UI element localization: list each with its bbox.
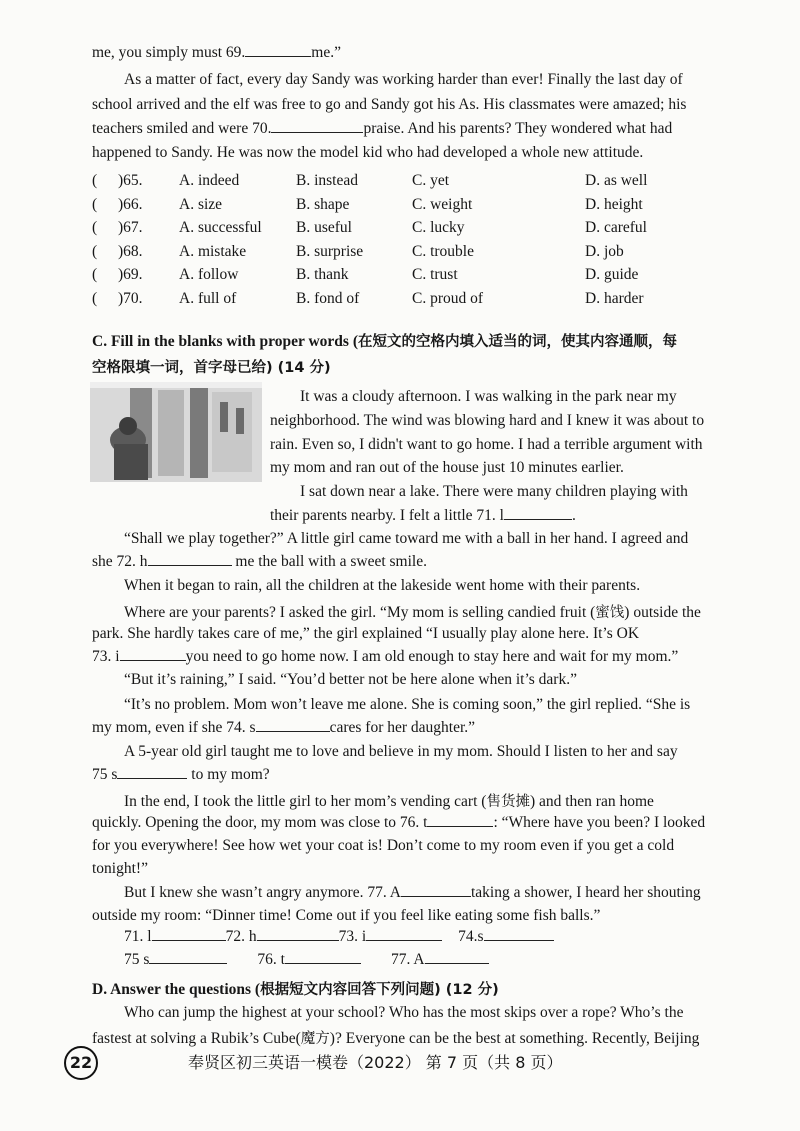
answer-blank-77[interactable] [425,951,489,964]
story-line: my mom, even if she 74. s cares for her daughter.” [92,719,476,736]
answer-paren: ( [92,172,98,189]
text-line: school arrived and the elf was free to go and Sandy got his As. His classmates were amazed; his [92,96,687,113]
story-line: “It’s no problem. Mom won’t leave me alone. She is coming soon,” the girl replied. “She is [124,696,691,713]
option-a: A. follow [179,266,239,284]
question-number: )66. [118,195,143,213]
question-number: )69. [118,266,143,284]
blank-76 [427,814,493,827]
option-a: A. successful [179,219,262,237]
option-row [92,266,732,288]
answer-line-1: 71. l 72. h 73. i 74.s [124,928,554,946]
blank-71 [504,507,572,520]
blank-72 [148,553,232,566]
blank-75 [117,766,187,779]
section-d-line: Who can jump the highest at your school? Who has the most skips over a rope? Who’s the [124,1004,684,1021]
option-b: B. useful [296,219,352,237]
answer-blank-73[interactable] [366,928,442,941]
section-c-title-line2: 空格限填一词，首字母已给) (14 分) [92,360,331,376]
story-line: I sat down near a lake. There were many children playing with [300,483,688,500]
answer-blank-76[interactable] [285,951,361,964]
story-line: neighborhood. The wind was blowing hard and I knew it was about to [270,412,705,429]
option-c: C. trust [412,266,458,284]
story-line: A 5-year old girl taught me to love and believe in my mom. Should I listen to her and say [124,743,678,760]
story-photo [90,382,262,482]
section-d-title: D. Answer the questions (根据短文内容回答下列问题) (12 分) [92,981,499,998]
option-a: A. full of [179,290,237,307]
option-d: D. harder [585,290,644,307]
answer-paren: ( [92,219,98,237]
answer-blank-75[interactable] [149,951,227,964]
story-line: their parents nearby. I felt a little 71. l . [270,507,576,524]
option-b: B. thank [296,266,349,284]
story-line: “Shall we play together?” A little girl came toward me with a ball in her hand. I agreed and [124,530,689,547]
option-c: C. trouble [412,242,474,260]
story-line: 75 s to my mom? [92,766,270,783]
answer-blank-74[interactable] [484,928,554,941]
story-line: It was a cloudy afternoon. I was walking in the park near my [300,388,677,405]
option-d: D. guide [585,266,639,284]
answer-paren: ( [92,290,98,307]
option-d: D. job [585,242,624,260]
text-line: happened to Sandy. He was now the model kid who had developed a whole new attitude. [92,144,644,161]
text-line: me, you simply must 69. me.” [92,44,341,61]
answer-blank-71[interactable] [152,928,226,941]
option-d: D. as well [585,172,648,189]
option-row [92,172,732,194]
option-c: C. lucky [412,219,465,237]
option-b: B. fond of [296,290,360,307]
question-number: )70. [118,290,143,307]
story-line: 73. i you need to go home now. I am old enough to stay here and wait for my mom.” [92,648,679,665]
text-line: teachers smiled and were 70. praise. And his parents? They wondered what had [92,120,673,137]
section-d-line: fastest at solving a Rubik’s Cube(魔方)? Everyone can be the best at something. Recently, Beijing [92,1030,700,1047]
page-footer: 奉贤区初三英语一模卷（2022） 第 7 页（共 8 页） [188,1053,563,1072]
page-badge: 22 [64,1046,98,1080]
option-row [92,219,732,241]
option-b: B. surprise [296,242,364,260]
option-a: A. indeed [179,172,240,189]
question-number: )67. [118,219,143,237]
option-d: D. careful [585,219,647,237]
story-line: quickly. Opening the door, my mom was close to 76. t : “Where have you been? I looked [92,814,706,831]
option-row [92,243,732,265]
story-line: “But it’s raining,” I said. “You’d better not be here alone when it’s dark.” [124,671,577,688]
answer-paren: ( [92,266,98,284]
option-row [92,290,732,312]
story-line: she 72. h me the ball with a sweet smile. [92,553,427,570]
story-line: But I knew she wasn’t angry anymore. 77. A taking a shower, I heard her shouting [124,884,701,901]
blank-73 [120,648,186,661]
story-line: outside my room: “Dinner time! Come out if you feel like eating some fish balls.” [92,907,601,924]
story-line: rain. Even so, I didn't want to go home. I had a terrible argument with [270,436,703,453]
option-a: A. size [179,195,223,213]
answer-paren: ( [92,195,98,213]
option-c: C. weight [412,195,473,213]
option-c: C. yet [412,172,450,189]
answer-paren: ( [92,242,98,260]
story-line: my mom and ran out of the house just 10 minutes earlier. [270,459,624,476]
question-number: )68. [118,242,143,260]
story-line: park. She hardly takes care of me,” the girl explained “I usually play alone here. It’s OK [92,625,640,642]
story-line: tonight!” [92,860,148,877]
question-number: )65. [118,172,143,189]
story-line: Where are your parents? I asked the girl. “My mom is selling candied fruit (蜜饯) outside the [124,604,701,621]
option-b: B. instead [296,172,358,189]
answer-line-2: 75 s 76. t 77. A [124,951,489,969]
text-line: As a matter of fact, every day Sandy was working harder than ever! Finally the last day of [124,71,683,88]
option-d: D. height [585,195,643,213]
blank-77 [401,884,471,897]
option-a: A. mistake [179,242,247,260]
story-line: In the end, I took the little girl to her mom’s vending cart (售货摊) and then ran home [124,793,654,810]
option-c: C. proud of [412,290,484,307]
story-line: When it began to rain, all the children at the lakeside went home with their parents. [124,577,641,594]
blank-70 [271,120,363,133]
story-line: for you everywhere! See how wet your coat is! Don’t come to my room even if you get a cold [92,837,675,854]
blank-74 [256,719,330,732]
option-row [92,196,732,218]
blank-69 [245,44,311,57]
answer-blank-72[interactable] [257,928,339,941]
option-b: B. shape [296,195,350,213]
section-c-title: C. Fill in the blanks with proper words (在短文的空格内填入适当的词，使其内容通顺，每 [92,333,677,350]
